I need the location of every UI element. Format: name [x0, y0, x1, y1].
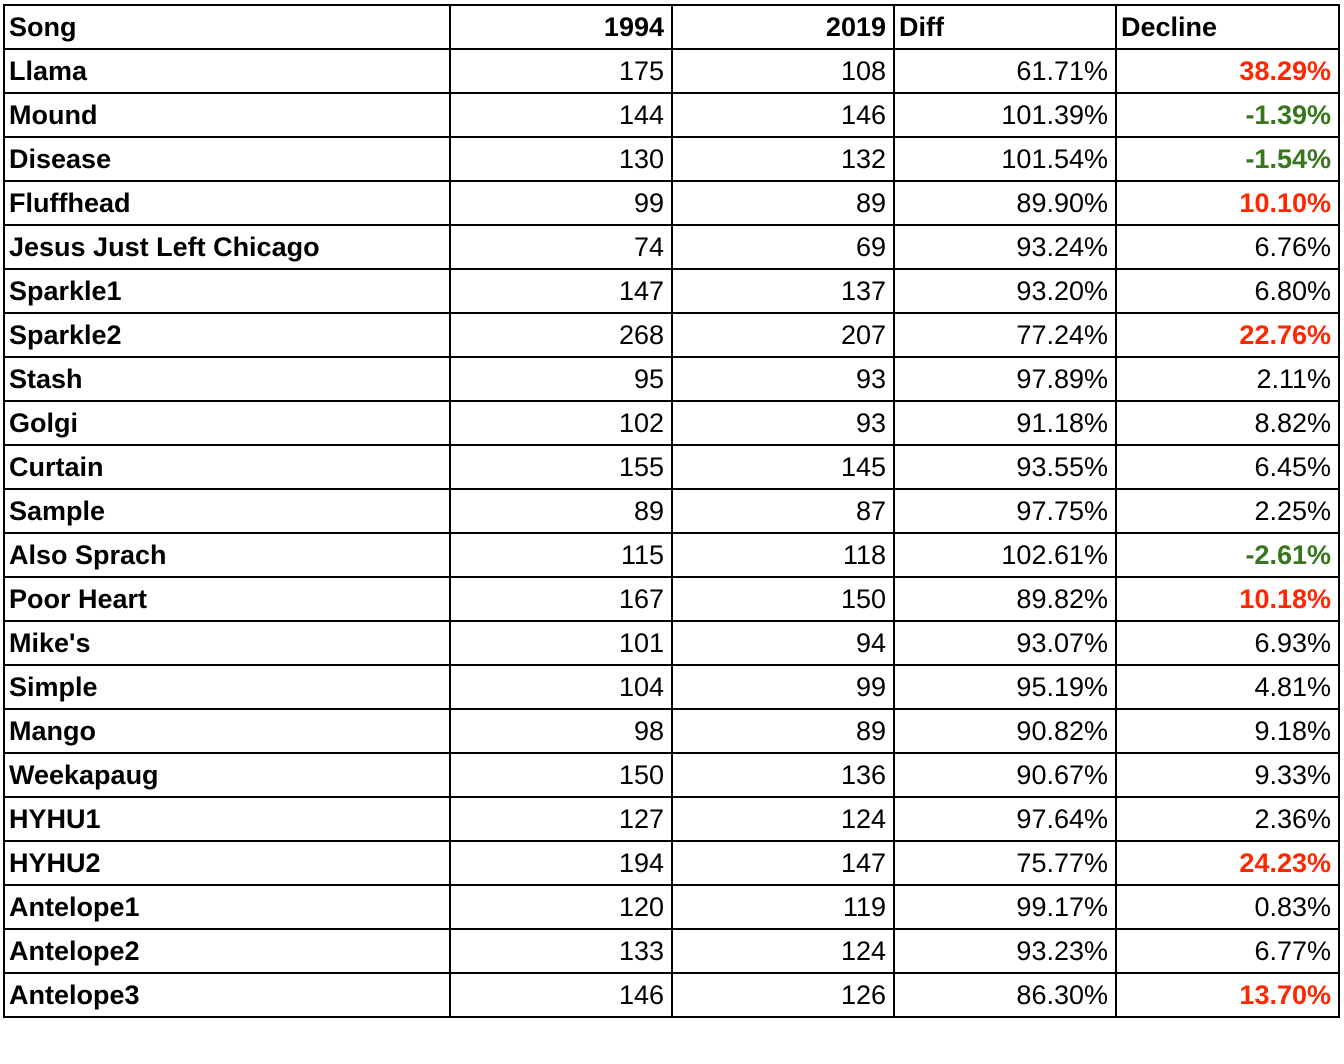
cell-decline[interactable]: 9.33%	[1116, 753, 1339, 797]
cell-diff[interactable]: 93.23%	[894, 929, 1116, 973]
cell-2019[interactable]: 137	[672, 269, 894, 313]
cell-1994[interactable]: 268	[450, 313, 672, 357]
cell-diff[interactable]: 91.18%	[894, 401, 1116, 445]
cell-2019[interactable]: 119	[672, 885, 894, 929]
cell-diff[interactable]: 89.90%	[894, 181, 1116, 225]
table-row	[4, 181, 1339, 225]
table-row	[4, 797, 1339, 841]
cell-song[interactable]: Sparkle2	[4, 313, 450, 357]
cell-decline[interactable]: 24.23%	[1116, 841, 1339, 885]
cell-decline[interactable]: 2.11%	[1116, 357, 1339, 401]
cell-2019[interactable]: 94	[672, 621, 894, 665]
header-1994[interactable]: 1994	[450, 5, 672, 49]
cell-song[interactable]: Llama	[4, 49, 450, 93]
table-row	[4, 973, 1339, 1017]
table-row	[4, 577, 1339, 621]
cell-1994[interactable]: 74	[450, 225, 672, 269]
cell-song[interactable]: Antelope1	[4, 885, 450, 929]
cell-1994[interactable]: 167	[450, 577, 672, 621]
cell-2019[interactable]: 145	[672, 445, 894, 489]
cell-song[interactable]: Sample	[4, 489, 450, 533]
cell-1994[interactable]: 146	[450, 973, 672, 1017]
cell-song[interactable]: Curtain	[4, 445, 450, 489]
cell-2019[interactable]: 108	[672, 49, 894, 93]
cell-2019[interactable]: 136	[672, 753, 894, 797]
cell-diff[interactable]: 89.82%	[894, 577, 1116, 621]
header-2019[interactable]: 2019	[672, 5, 894, 49]
cell-diff[interactable]: 90.82%	[894, 709, 1116, 753]
cell-decline[interactable]: 10.18%	[1116, 577, 1339, 621]
cell-1994[interactable]: 175	[450, 49, 672, 93]
table-row	[4, 357, 1339, 401]
cell-diff[interactable]: 102.61%	[894, 533, 1116, 577]
cell-1994[interactable]: 115	[450, 533, 672, 577]
cell-2019[interactable]: 147	[672, 841, 894, 885]
header-decline[interactable]: Decline	[1116, 5, 1339, 49]
cell-decline[interactable]: 13.70%	[1116, 973, 1339, 1017]
cell-song[interactable]: Mike's	[4, 621, 450, 665]
cell-diff[interactable]: 99.17%	[894, 885, 1116, 929]
song-comparison-table	[3, 4, 1340, 1018]
cell-2019[interactable]: 132	[672, 137, 894, 181]
cell-2019[interactable]: 89	[672, 181, 894, 225]
cell-song[interactable]: Disease	[4, 137, 450, 181]
cell-diff[interactable]: 93.24%	[894, 225, 1116, 269]
cell-1994[interactable]: 144	[450, 93, 672, 137]
cell-1994[interactable]: 104	[450, 665, 672, 709]
cell-2019[interactable]: 207	[672, 313, 894, 357]
cell-2019[interactable]: 146	[672, 93, 894, 137]
cell-decline[interactable]: -2.61%	[1116, 533, 1339, 577]
cell-2019[interactable]: 69	[672, 225, 894, 269]
cell-2019[interactable]: 89	[672, 709, 894, 753]
cell-decline[interactable]: 4.81%	[1116, 665, 1339, 709]
table-row	[4, 225, 1339, 269]
cell-1994[interactable]: 147	[450, 269, 672, 313]
cell-diff[interactable]: 101.39%	[894, 93, 1116, 137]
cell-1994[interactable]: 150	[450, 753, 672, 797]
table-row	[4, 841, 1339, 885]
cell-1994[interactable]: 95	[450, 357, 672, 401]
cell-song[interactable]: HYHU2	[4, 841, 450, 885]
table-row	[4, 137, 1339, 181]
cell-song[interactable]: Also Sprach	[4, 533, 450, 577]
cell-decline[interactable]: 6.45%	[1116, 445, 1339, 489]
cell-diff[interactable]: 101.54%	[894, 137, 1116, 181]
cell-decline[interactable]: 10.10%	[1116, 181, 1339, 225]
cell-1994[interactable]: 102	[450, 401, 672, 445]
cell-diff[interactable]: 86.30%	[894, 973, 1116, 1017]
table-row	[4, 313, 1339, 357]
cell-diff[interactable]: 95.19%	[894, 665, 1116, 709]
cell-song[interactable]: Sparkle1	[4, 269, 450, 313]
cell-song[interactable]: Weekapaug	[4, 753, 450, 797]
cell-diff[interactable]: 93.20%	[894, 269, 1116, 313]
cell-song[interactable]: Fluffhead	[4, 181, 450, 225]
header-song[interactable]: Song	[4, 5, 450, 49]
table-row	[4, 533, 1339, 577]
table-row	[4, 489, 1339, 533]
cell-1994[interactable]: 89	[450, 489, 672, 533]
cell-1994[interactable]: 155	[450, 445, 672, 489]
cell-decline[interactable]: 9.18%	[1116, 709, 1339, 753]
cell-song[interactable]: Poor Heart	[4, 577, 450, 621]
cell-song[interactable]: Jesus Just Left Chicago	[4, 225, 450, 269]
table-row	[4, 929, 1339, 973]
cell-1994[interactable]: 99	[450, 181, 672, 225]
table-row	[4, 709, 1339, 753]
cell-song[interactable]: HYHU1	[4, 797, 450, 841]
cell-diff[interactable]: 75.77%	[894, 841, 1116, 885]
cell-2019[interactable]: 126	[672, 973, 894, 1017]
table-body	[4, 49, 1339, 1017]
cell-diff[interactable]: 90.67%	[894, 753, 1116, 797]
cell-diff[interactable]: 97.64%	[894, 797, 1116, 841]
cell-1994[interactable]: 133	[450, 929, 672, 973]
table-row	[4, 665, 1339, 709]
table-row	[4, 49, 1339, 93]
cell-1994[interactable]: 120	[450, 885, 672, 929]
cell-song[interactable]: Golgi	[4, 401, 450, 445]
cell-2019[interactable]: 93	[672, 401, 894, 445]
cell-2019[interactable]: 99	[672, 665, 894, 709]
cell-diff[interactable]: 97.89%	[894, 357, 1116, 401]
cell-decline[interactable]: 6.93%	[1116, 621, 1339, 665]
cell-song[interactable]: Mango	[4, 709, 450, 753]
cell-decline[interactable]: -1.54%	[1116, 137, 1339, 181]
table-row	[4, 445, 1339, 489]
cell-song[interactable]: Antelope2	[4, 929, 450, 973]
cell-2019[interactable]: 124	[672, 797, 894, 841]
cell-1994[interactable]: 127	[450, 797, 672, 841]
cell-song[interactable]: Simple	[4, 665, 450, 709]
header-row	[4, 5, 1339, 49]
cell-decline[interactable]: 6.80%	[1116, 269, 1339, 313]
cell-2019[interactable]: 93	[672, 357, 894, 401]
cell-decline[interactable]: 38.29%	[1116, 49, 1339, 93]
cell-song[interactable]: Antelope3	[4, 973, 450, 1017]
cell-diff[interactable]: 97.75%	[894, 489, 1116, 533]
cell-1994[interactable]: 194	[450, 841, 672, 885]
cell-song[interactable]: Stash	[4, 357, 450, 401]
table-row	[4, 885, 1339, 929]
cell-decline[interactable]: 22.76%	[1116, 313, 1339, 357]
table-row	[4, 93, 1339, 137]
cell-decline[interactable]: 6.76%	[1116, 225, 1339, 269]
cell-diff[interactable]: 77.24%	[894, 313, 1116, 357]
cell-decline[interactable]: -1.39%	[1116, 93, 1339, 137]
cell-diff[interactable]: 61.71%	[894, 49, 1116, 93]
cell-decline[interactable]: 6.77%	[1116, 929, 1339, 973]
cell-2019[interactable]: 150	[672, 577, 894, 621]
cell-decline[interactable]: 2.36%	[1116, 797, 1339, 841]
cell-2019[interactable]: 118	[672, 533, 894, 577]
cell-diff[interactable]: 93.07%	[894, 621, 1116, 665]
header-diff[interactable]: Diff	[894, 5, 1116, 49]
cell-decline[interactable]: 0.83%	[1116, 885, 1339, 929]
cell-1994[interactable]: 101	[450, 621, 672, 665]
cell-1994[interactable]: 130	[450, 137, 672, 181]
table-row	[4, 401, 1339, 445]
cell-diff[interactable]: 93.55%	[894, 445, 1116, 489]
table-row	[4, 753, 1339, 797]
table-row	[4, 269, 1339, 313]
cell-2019[interactable]: 124	[672, 929, 894, 973]
cell-2019[interactable]: 87	[672, 489, 894, 533]
table-row	[4, 621, 1339, 665]
cell-song[interactable]: Mound	[4, 93, 450, 137]
cell-decline[interactable]: 2.25%	[1116, 489, 1339, 533]
cell-decline[interactable]: 8.82%	[1116, 401, 1339, 445]
cell-1994[interactable]: 98	[450, 709, 672, 753]
